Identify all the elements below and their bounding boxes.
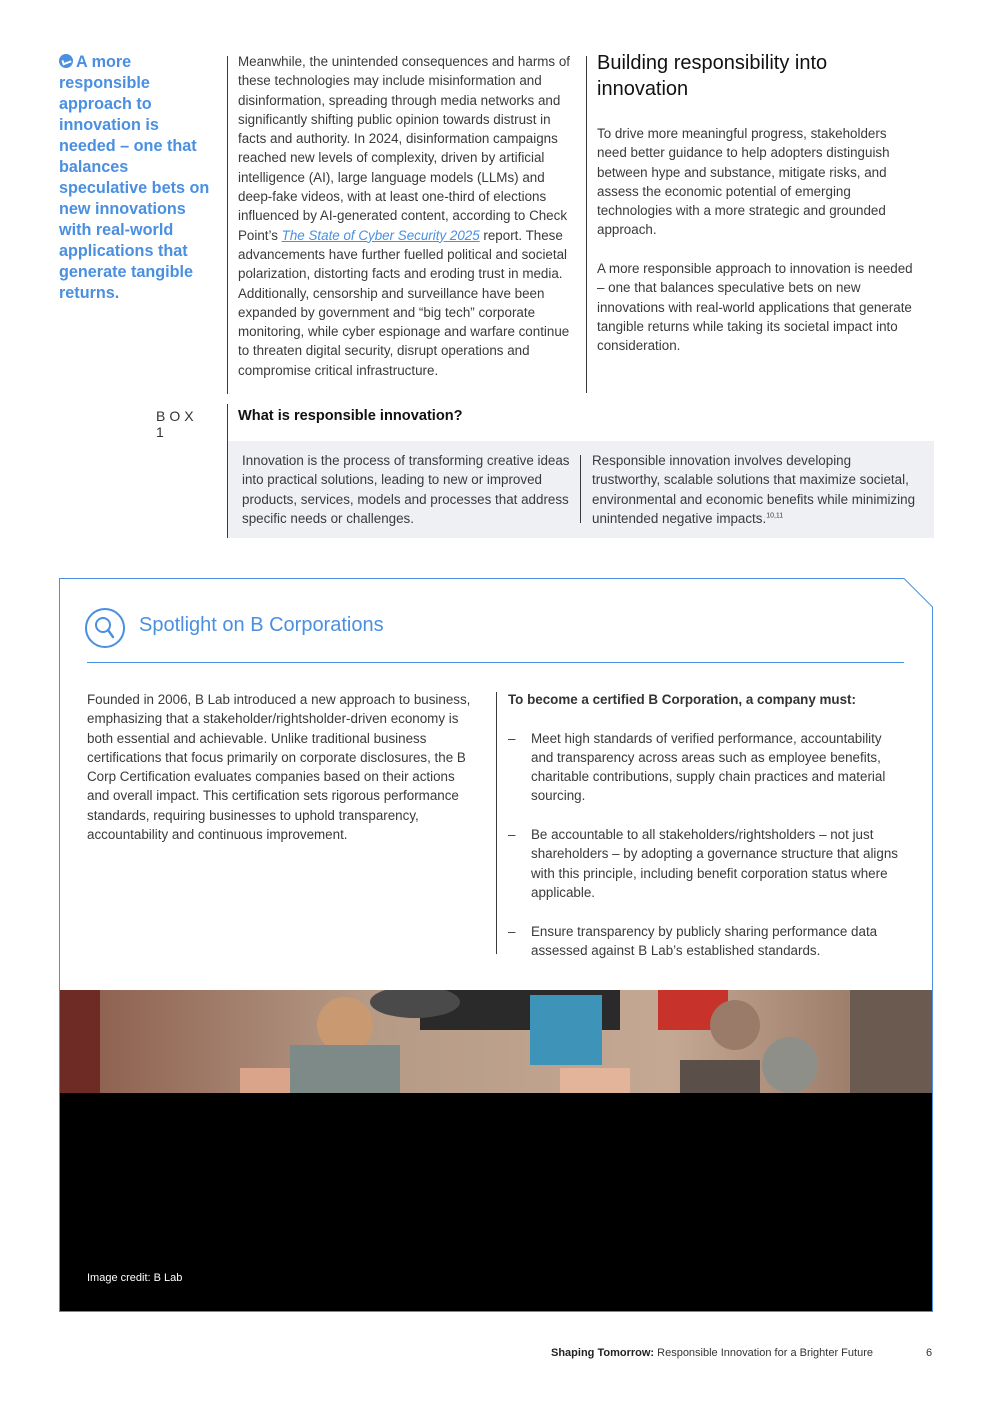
spotlight-rule [87,662,904,663]
pull-quote [59,52,219,304]
right-paragraph: To drive more meaningful progress, stakeholders need better guidance to help adopters distinguish between hype and substance, mitigate risks, and assess the economic potential of emerging technologies with a more strategic and grounded approach. [597,126,890,238]
box-panel [228,441,934,538]
box-definition-innovation: Innovation is the process of transforming creative ideas into practical solutions, leading to new or improved products, services, models and processes that address specific needs or challenges. [242,453,570,526]
spotlight-title: Spotlight on B Corporations [139,614,384,636]
spotlight-divider [496,692,497,954]
check-point-report-link[interactable]: The State of Cyber Security 2025 [281,227,480,243]
column-divider-left [227,56,228,394]
section-heading: Building responsibility into innovation [597,52,828,100]
spotlight-intro: Founded in 2006, B Lab introduced a new approach to business, emphasizing that a stakeholder/rightsholder-driven economy is both essential and achievable. Unlike traditional business certifications that focus primarily on corporate disclosures, the B Corp Certification evaluates companies based on their actions and overall impact. This certification sets rigorous performance standards, requiring businesses to uphold transparency, accountability and continuous improvement. [87,692,471,843]
box-inner-divider [580,455,581,523]
middle-column-text [238,52,578,380]
spotlight-requirements [508,690,904,979]
middle-text-end: report. These advancements have further fuelled political and societal polarization, distorting facts and eroding trust in media. Additionally, censorship and surveillance have been expanded by government and “big tech” corporate monitoring, while cyber espionage and warfare continue to threaten digital security, disrupt operations and compromise critical infrastructure. [238,227,570,378]
box-title: What is responsible innovation? [238,408,463,424]
right-column [597,50,917,375]
footer-title [551,1347,873,1359]
box-definition-text: Responsible innovation involves developing trustworthy, scalable solutions that maximize societal, environmental and economic benefits while minimizing unintended negative impacts. [592,453,916,526]
requirement-item: – Ensure transparency by publicly sharing performance data assessed against B Lab’s established standards. [508,922,904,961]
column-divider-right [586,56,587,393]
middle-text-start: Meanwhile, the unintended consequences and harms of these technologies may include misinformation and disinformation, spreading through media networks and significantly shifting public opinion towards distrust in facts and authority. In 2024, disinformation campaigns reached new levels of complexity, driven by artificial intelligence (AI), large language models (LLMs) and deep-fake videos, with at least one-third of elections influenced by AI-generated content, according to Check Point’s [238,54,571,243]
image-credit: Image credit: B Lab [87,1272,183,1284]
box-label: BOX 1 [156,408,198,440]
quote-icon [59,54,73,68]
page-number: 6 [926,1347,933,1359]
footer-title-rest: Responsible Innovation for a Brighter Future [654,1347,873,1359]
requirements-title: To become a certified B Corporation, a company must: [508,692,856,707]
footer-title-bold: Shaping Tomorrow: [551,1347,655,1359]
b-lab-photo [60,990,932,1093]
footnote-reference[interactable]: 10,11 [766,512,784,520]
box-definition-responsible [592,451,922,528]
requirement-item: – Be accountable to all stakeholders/rightsholders – not just shareholders – by adopting a governance structure that aligns with this principle, including benefit corporation status where applicable. [508,825,904,902]
right-paragraph: A more responsible approach to innovation is needed – one that balances speculative bets on new innovations with real-world applications that generate tangible returns while taking its societal impact into consideration. [597,261,913,354]
pull-quote-text: A more responsible approach to innovation is needed – one that balances speculative bets on new innovations with real-world applications that generate tangible returns. [59,53,210,302]
magnifier-icon [85,608,125,648]
requirement-item: – Meet high standards of verified performance, accountability and transparency across areas such as employee benefits, charitable contributions, supply chain practices and material sourcing. [508,729,904,806]
photo-dark-area [60,1093,932,1311]
